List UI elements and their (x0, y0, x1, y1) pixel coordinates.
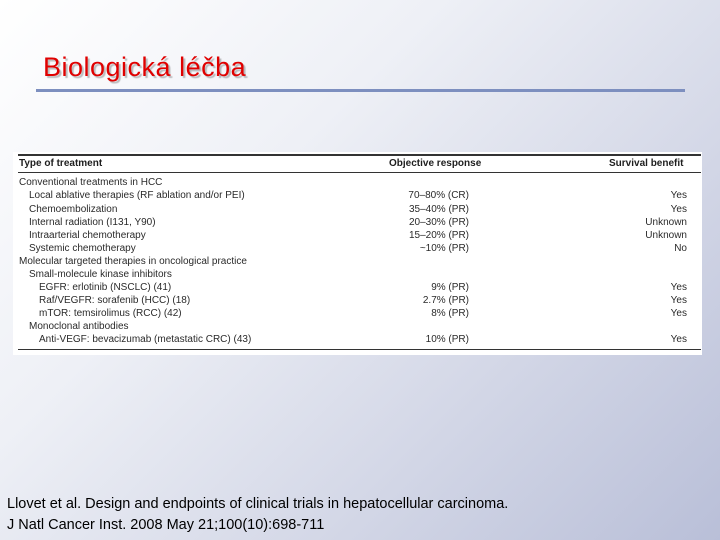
table-row (13, 242, 702, 255)
table-row (13, 176, 702, 189)
row-response: 2.7% (PR) (422, 295, 469, 306)
row-type: Raf/VEGFR: sorafenib (HCC) (18) (39, 295, 191, 306)
row-response: 20–30% (PR) (408, 217, 469, 228)
table-row (13, 307, 702, 320)
table-row (13, 320, 702, 333)
row-type: Molecular targeted therapies in oncological practice (19, 256, 247, 267)
row-type: Monoclonal antibodies (29, 321, 129, 332)
header-response: Objective response (389, 158, 482, 169)
row-type: Internal radiation (I131, Y90) (29, 217, 156, 228)
slide-title: Biologická léčba (43, 52, 247, 82)
table-row (13, 294, 702, 307)
row-survival: Yes (670, 204, 687, 215)
row-response: 10% (PR) (425, 334, 469, 345)
row-survival: Yes (670, 295, 687, 306)
table-row (13, 216, 702, 229)
row-type: Intraarterial chemotherapy (29, 230, 146, 241)
title-underline (36, 89, 685, 92)
row-survival: Yes (670, 282, 687, 293)
row-type: EGFR: erlotinib (NSCLC) (41) (39, 282, 172, 293)
header-type: Type of treatment (19, 158, 103, 169)
header-survival: Survival benefit (609, 158, 684, 169)
table-row (13, 333, 702, 346)
row-survival: No (674, 243, 687, 254)
row-type: Chemoembolization (29, 204, 118, 215)
row-survival: Yes (670, 190, 687, 201)
table-row (13, 203, 702, 216)
table-top-rule (18, 154, 701, 156)
row-type: Systemic chemotherapy (29, 243, 136, 254)
row-response: 8% (PR) (431, 308, 469, 319)
row-response: 15–20% (PR) (408, 230, 469, 241)
citation-line-1: Llovet et al. Design and endpoints of clinical trials in hepatocellular carcinoma. (7, 496, 509, 512)
row-response: 70–80% (CR) (408, 190, 469, 201)
table-bottom-rule (18, 349, 701, 350)
citation-line-2: J Natl Cancer Inst. 2008 May 21;100(10):698-711 (7, 517, 325, 533)
row-type: mTOR: temsirolimus (RCC) (42) (39, 308, 182, 319)
table-header-row (13, 157, 702, 170)
row-type: Small-molecule kinase inhibitors (29, 269, 172, 280)
table-row (13, 281, 702, 294)
table-row (13, 255, 702, 268)
treatment-table (13, 152, 702, 355)
row-type: Local ablative therapies (RF ablation and/or PEI) (29, 190, 245, 201)
row-survival: Unknown (645, 230, 687, 241)
row-survival: Yes (670, 334, 687, 345)
row-response: ~10% (PR) (419, 243, 469, 254)
row-survival: Unknown (645, 217, 687, 228)
row-survival: Yes (670, 308, 687, 319)
row-type: Anti-VEGF: bevacizumab (metastatic CRC) (43) (39, 334, 252, 345)
table-header-rule (18, 172, 701, 173)
table-row (13, 268, 702, 281)
citation (7, 494, 508, 536)
table-row (13, 189, 702, 202)
table-row (13, 229, 702, 242)
row-response: 9% (PR) (431, 282, 469, 293)
row-type: Conventional treatments in HCC (19, 177, 163, 188)
row-response: 35–40% (PR) (408, 204, 469, 215)
